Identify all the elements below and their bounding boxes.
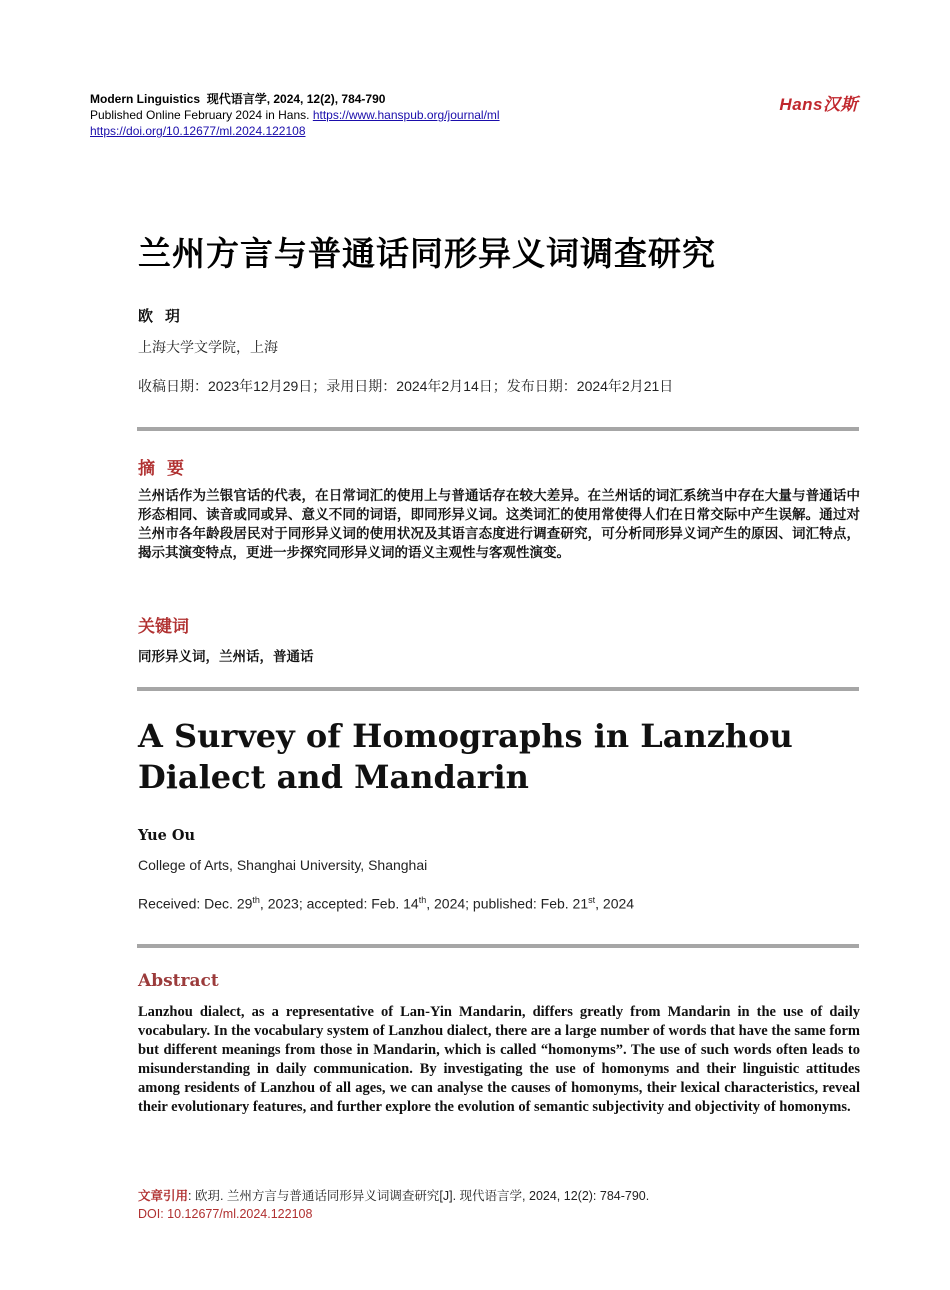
citation-label: 文章引用 [138, 1189, 189, 1203]
journal-issue: 现代语言学, 2024, 12(2), 784-790 [206, 92, 386, 106]
citation-text: : 欧玥. 兰州方言与普通话同形异义词调查研究[J]. 现代语言学, 2024, 12(2): 784-790. [188, 1189, 650, 1203]
citation-doi[interactable]: DOI: 10.12677/ml.2024.122108 [138, 1207, 313, 1221]
journal-link[interactable]: https://www.hanspub.org/journal/ml [312, 108, 500, 122]
paper-title-cn: 兰州方言与普通话同形异义词调查研究 [138, 235, 716, 272]
author-en: Yue Ou [138, 827, 196, 844]
hans-logo: Hans汉斯 [779, 95, 858, 114]
published-line: Published Online February 2024 in Hans. [90, 108, 310, 122]
abstract-en: Lanzhou dialect, as a representative of Lan-Yin Mandarin, differs greatly from Mandarin in the use of daily vocabulary. In the vocabulary system of Lanzhou dialect, there are a large number of words that have the same form but different meanings from those in Mandarin, which is called “homonyms”. The use of such words often leads to misunderstanding in daily communication. By investigating the use of homonyms and their linguistic attitudes among residents of Lanzhou of all ages, we can analyse the causes of homonyms, their lexical characteristics, reveal their evolutionary features, and further explore the evolution of semantic subjectivity and objectivity of homonyms. [138, 1004, 860, 1115]
abstract-heading-cn: 摘要 [138, 459, 196, 478]
journal-name: Modern Linguistics [90, 92, 201, 106]
section-divider [137, 427, 859, 431]
dates-cn: 收稿日期：2023年12月29日；录用日期：2024年2月14日；发布日期：2024年2月21日 [138, 378, 674, 394]
author-cn: 欧玥 [138, 308, 193, 325]
keywords-heading-cn: 关键词 [138, 617, 189, 636]
affiliation-en: College of Arts, Shanghai University, Shanghai [138, 857, 428, 873]
keywords-cn: 同形异义词，兰州话，普通话 [138, 649, 314, 664]
section-divider [137, 687, 859, 691]
section-divider [137, 944, 859, 948]
abstract-heading-en: Abstract [138, 971, 219, 991]
dates-en: Received: Dec. 29th, 2023; accepted: Feb. 14th, 2024; published: Feb. 21st, 2024 [138, 895, 635, 912]
affiliation-cn: 上海大学文学院，上海 [138, 340, 278, 356]
journal-header [90, 91, 500, 139]
doi-link[interactable]: https://doi.org/10.12677/ml.2024.122108 [90, 124, 306, 138]
abstract-cn: 兰州话作为兰银官话的代表，在日常词汇的使用上与普通话存在较大差异。在兰州话的词汇系统当中存在大量与普通话中形态相同、读音或同或异、意义不同的词语，即同形异义词。这类词汇的使用常使得人们在日常交际中产生误解。通过对兰州市各年龄段居民对于同形异义词的使用状况及其语言态度进行调查研究，可分析同形异义词产生的原因、词汇特点，揭示其演变特点，更进一步探究同形异义词的语义主观性与客观性演变。 [138, 488, 860, 560]
paper-title-en: A Survey of Homographs in Lanzhou Dialect and Mandarin [138, 717, 793, 796]
citation [138, 1187, 649, 1223]
